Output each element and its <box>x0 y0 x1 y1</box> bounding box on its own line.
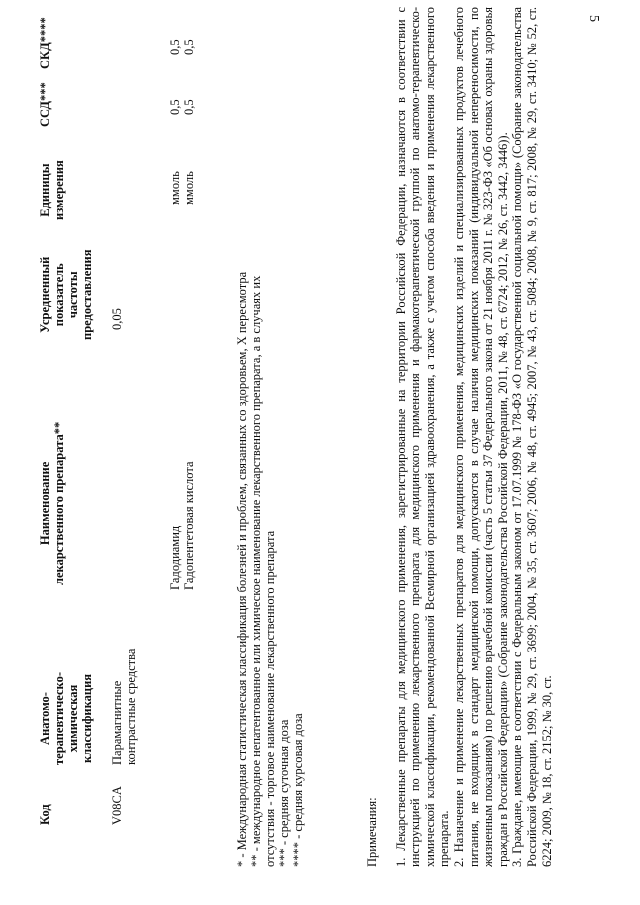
drug-name-1: Гадодиамид <box>168 525 182 590</box>
note-2: 2. Назначение и применение лекарственных препаратов для медицинского применения, медицинских изделий и специализированных продуктов лечебного питания, не входящих в стандарт медицинской помощи, допускаются в случае наличия медицинских показаний (индивидуальной непереносимости, по жизненным показаниям) по решению врачебной комиссии (часть 5 статьи 37 Федерального закона от 21 ноября 2011 г. № 323-ФЗ «Об основах охраны здоровья граждан в Российской Федерации» (Собрание законодательства Российской Федерации, 2011, № 48, ст. 6724; 2012, № 26, ст. 3442, 3446)). <box>451 7 510 867</box>
drug-skd-1: 0,5 <box>168 39 182 55</box>
drug-unit-2: ммоль <box>182 171 196 205</box>
note-3: 3. Граждане, имеющие в соответствии с Федеральным законом от 17.07.1999 № 178-ФЗ «О государственной социальной помощи» (Собрание законодательства Российской Федерации, 1999, № 29, ст. 3699; 2004, № 35, ст. 3607; 2006, № 48, ст. 4945; 2007, № 43, ст. 5084; 2008, № 9, ст. 817; 2008, № 29, ст. 3410; № 52, ст. 6224; 2009, № 18, ст. 2152; № 30, ст. <box>510 7 554 867</box>
footnote-3: отсутствия - торговое наименование лекарственного препарата <box>263 530 277 867</box>
page-number: 5 <box>586 15 601 22</box>
drug-unit-1: ммоль <box>168 171 182 205</box>
header-skd: СКД**** <box>38 17 52 69</box>
row-atc: Парамагнитные контрастные средства <box>110 648 138 765</box>
row-code: V08CA <box>110 786 124 825</box>
footnote-4: *** - средняя суточная доза <box>277 719 291 867</box>
note-1: 1. Лекарственные препараты для медицинского применения, зарегистрированные на территории Российской Федерации, назначаются в соответствии с инструкцией по применению лекарственного препарата для медицинского применения и фармакотерапевтической группой по анатомо-терапевтическо-химической классификации, рекомендованной Всемирной организацией здравоохранения, а также с учетом способа введения и применения лекарственного препарата. <box>393 7 452 867</box>
footnote-5: **** - средняя курсовая доза <box>291 713 305 867</box>
notes-section <box>365 7 554 867</box>
header-ssd: ССД*** <box>38 82 52 127</box>
footnote-1: * - Международная статистическая классификация болезней и проблем, связанных со здоровьем, X пересмотра <box>235 271 249 867</box>
header-freq: Усредненный показатель частоты предоставления <box>38 249 94 340</box>
drug-name-2: Гадопентетовая кислота <box>182 461 196 590</box>
row-freq: 0,05 <box>110 308 124 330</box>
header-atc: Анатомо- терапевтическо- химическая классификация <box>38 671 94 765</box>
header-code: Код <box>38 804 52 825</box>
header-drug: Наименование лекарственного препарата** <box>38 421 66 585</box>
drug-skd-2: 0,5 <box>182 39 196 55</box>
drug-ssd-1: 0,5 <box>168 99 182 115</box>
notes-title: Примечания: <box>365 797 379 867</box>
header-units: Единицы измерения <box>38 160 66 220</box>
footnote-2: ** - международное непатентованное или химическое наименование лекарственного препарата, а в случаях их <box>249 275 263 867</box>
drug-ssd-2: 0,5 <box>182 99 196 115</box>
